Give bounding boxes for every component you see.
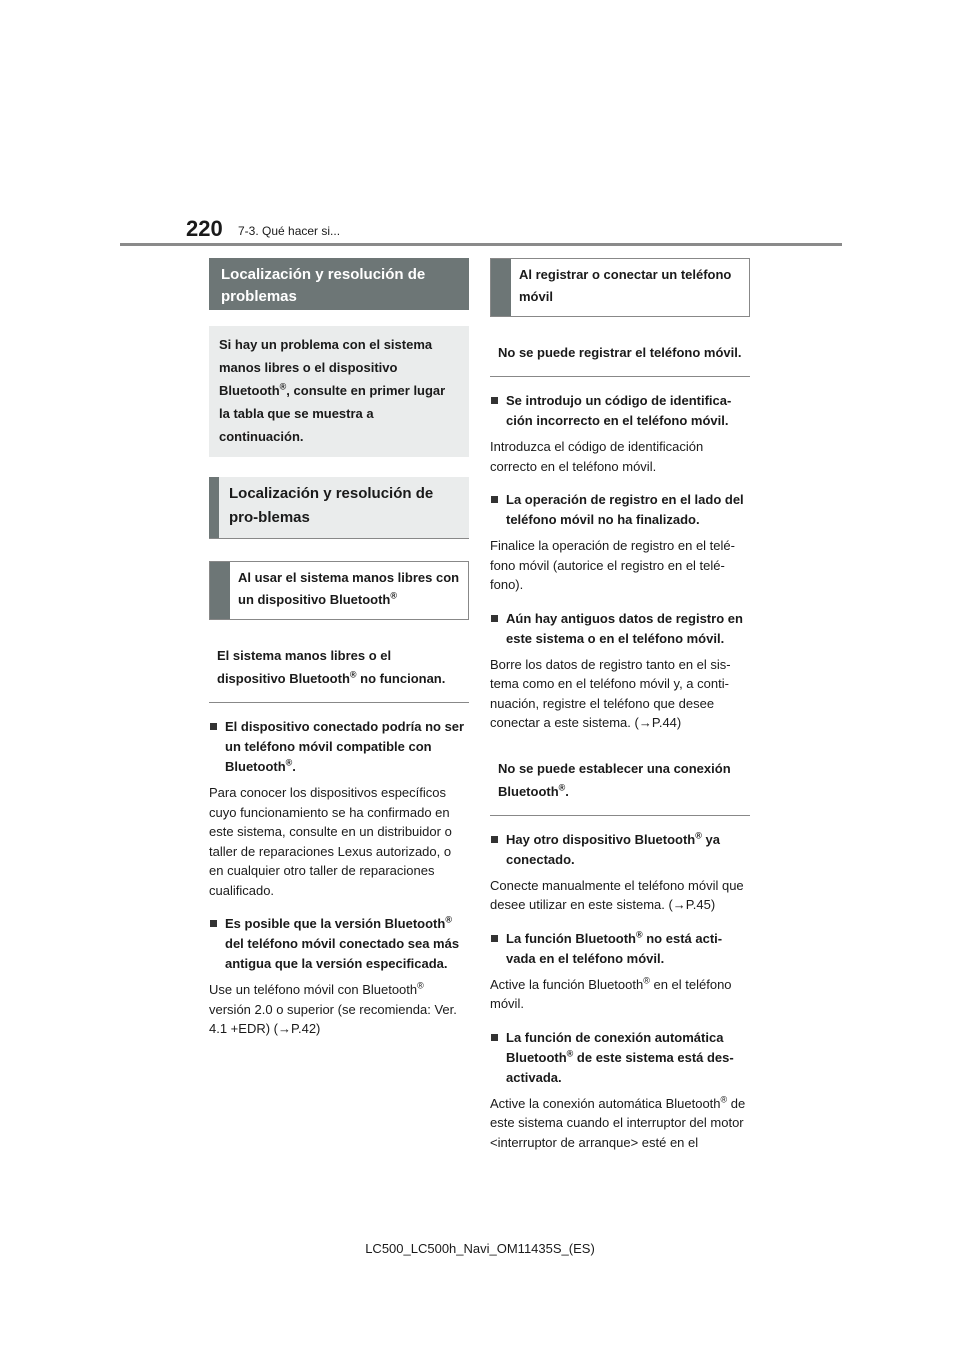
document-id: LC500_LC500h_Navi_OM11435S_(ES): [365, 1241, 595, 1256]
problem-box: El sistema manos libres o el dispositivo Bluetooth® no funcionan.: [209, 634, 469, 703]
bullet-square-icon: [210, 920, 217, 927]
header-divider: [120, 243, 842, 246]
list-item: [209, 717, 469, 777]
page-number: 220: [186, 216, 223, 241]
item-title: Se introdujo un código de identifica-ción incorrecto en el teléfono móvil.: [506, 393, 732, 428]
list-item: [490, 929, 750, 969]
item-title: Aún hay antiguos datos de registro en este sistema o en el teléfono móvil.: [506, 610, 743, 646]
category-text: Al registrar o conectar un teléfono móvil: [519, 267, 732, 304]
main-heading: Localización y resolución de problemas: [209, 258, 469, 310]
item-title: El dispositivo conectado podría no ser un teléfono móvil compatible con Bluetooth®.: [225, 719, 465, 774]
category-box: [209, 561, 469, 620]
bullet-square-icon: [491, 615, 498, 622]
sub-heading: [209, 477, 469, 539]
item-title: La función Bluetooth® no está acti-vada en el teléfono móvil.: [506, 929, 723, 966]
list-item: [490, 1028, 750, 1088]
left-column: [209, 258, 469, 1039]
bullet-square-icon: [210, 723, 217, 730]
bullet-square-icon: [491, 836, 498, 843]
list-item: [490, 490, 750, 530]
item-body: Introduzca el código de identificación correcto en el teléfono móvil.: [490, 439, 704, 474]
item-title: Hay otro dispositivo Bluetooth® ya conectado.: [506, 830, 720, 867]
list-item: [490, 830, 750, 870]
item-body: Use un teléfono móvil con Bluetooth® versión 2.0 o superior (se recomienda: Ver. 4.1 +EDR) (→P.42): [209, 980, 457, 1036]
category-bar: [491, 259, 511, 316]
bullet-square-icon: [491, 397, 498, 404]
intro-box: Si hay un problema con el sistema manos libres o el dispositivo Bluetooth®, consulte en primer lugar la tabla que se muestra a continuación.: [209, 326, 469, 457]
item-title: Es posible que la versión Bluetooth® del teléfono móvil conectado sea más antigua que la versión especificada.: [225, 914, 460, 971]
item-title: La operación de registro en el lado del teléfono móvil no ha finalizado.: [506, 492, 744, 527]
category-text: Al usar el sistema manos libres con un dispositivo Bluetooth®: [238, 570, 460, 607]
bullet-square-icon: [491, 496, 498, 503]
item-body: Para conocer los dispositivos específicos cuyo funcionamiento se ha confirmado en este sistema, consulte en un distribuidor o taller de reparaciones Lexus autorizado, o en cualquier otro taller de reparaciones cualificado.: [209, 785, 452, 898]
item-body: Active la conexión automática Bluetooth® de este sistema cuando el interruptor del motor <interruptor de arranque> esté en el: [490, 1094, 746, 1150]
category-box: [490, 258, 750, 317]
bullet-square-icon: [491, 935, 498, 942]
item-title: La función de conexión automática Bluetooth® de este sistema está des-activada.: [506, 1029, 734, 1085]
list-item: [490, 609, 750, 649]
item-body: Borre los datos de registro tanto en el sis-tema como en el teléfono móvil y, a conti-nuación, registre el teléfono que desee conectar a este sistema. (→P.44): [490, 656, 731, 730]
section-title: 7-3. Qué hacer si...: [238, 224, 341, 238]
bullet-square-icon: [491, 1034, 498, 1041]
right-column: [490, 258, 750, 1152]
sub-heading-text: Localización y resolución de pro-blemas: [229, 485, 434, 526]
list-item: [209, 914, 469, 974]
item-body: Active la función Bluetooth® en el teléfono móvil.: [490, 975, 732, 1011]
problem-box: No se puede establecer una conexión Bluetooth®.: [490, 747, 750, 816]
item-body: Conecte manualmente el teléfono móvil que desee utilizar en este sistema. (→P.45): [490, 877, 744, 912]
list-item: [490, 391, 750, 431]
problem-box: No se puede registrar el teléfono móvil.: [490, 331, 750, 377]
sub-heading-bar: [209, 477, 219, 538]
category-bar: [210, 562, 230, 619]
item-body: Finalice la operación de registro en el telé-fono móvil (autorice el registro en el telé-fono).: [490, 538, 735, 592]
